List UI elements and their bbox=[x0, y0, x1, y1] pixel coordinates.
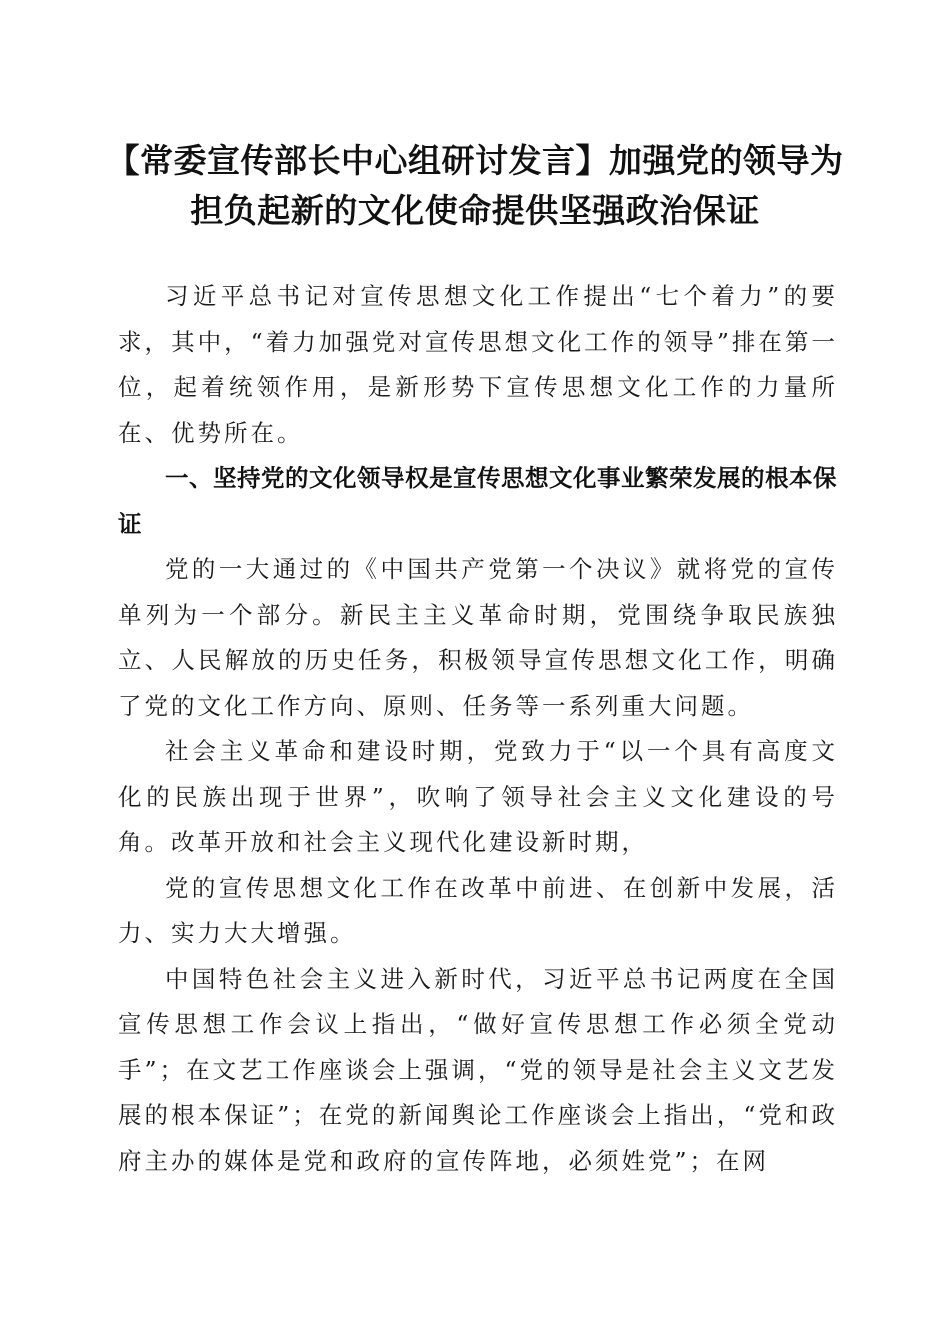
document-body bbox=[118, 274, 838, 1184]
section-heading-1: 一、坚持党的文化领导权是宣传思想文化事业繁荣发展的根本保证 bbox=[118, 464, 837, 538]
paragraph-socialist-construction: 社会主义革命和建设时期，党致力于“以一个具有高度文化的民族出现于世界”，吹响了领导社会主义文化建设的号角。改革开放和社会主义现代化建设新时期， bbox=[118, 737, 838, 856]
paragraph-first-congress: 党的一大通过的《中国共产党第一个决议》就将党的宣传单列为一个部分。新民主主义革命时期，党围绕争取民族独立、人民解放的历史任务，积极领导宣传思想文化工作，明确了党的文化工作方向、原则、任务等一系列重大问题。 bbox=[118, 555, 838, 720]
document-title: 【常委宣传部长中心组研讨发言】加强党的领导为担负起新的文化使命提供坚强政治保证 bbox=[106, 141, 844, 230]
paragraph-intro: 习近平总书记对宣传思想文化工作提出“七个着力”的要求，其中，“着力加强党对宣传思想文化工作的领导”排在第一位，起着统领作用，是新形势下宣传思想文化工作的力量所在、优势所在。 bbox=[118, 282, 838, 447]
paragraph-new-era: 中国特色社会主义进入新时代，习近平总书记两度在全国宣传思想工作会议上指出，“做好宣传思想工作必须全党动手”；在文艺工作座谈会上强调，“党的领导是社会主义文艺发展的根本保证”；在党的新闻舆论工作座谈会上指出，“党和政府主办的媒体是党和政府的宣传阵地，必须姓党”；在网 bbox=[118, 964, 838, 1175]
paragraph-reform: 党的宣传思想文化工作在改革中前进、在创新中发展，活力、实力大大增强。 bbox=[118, 873, 838, 947]
